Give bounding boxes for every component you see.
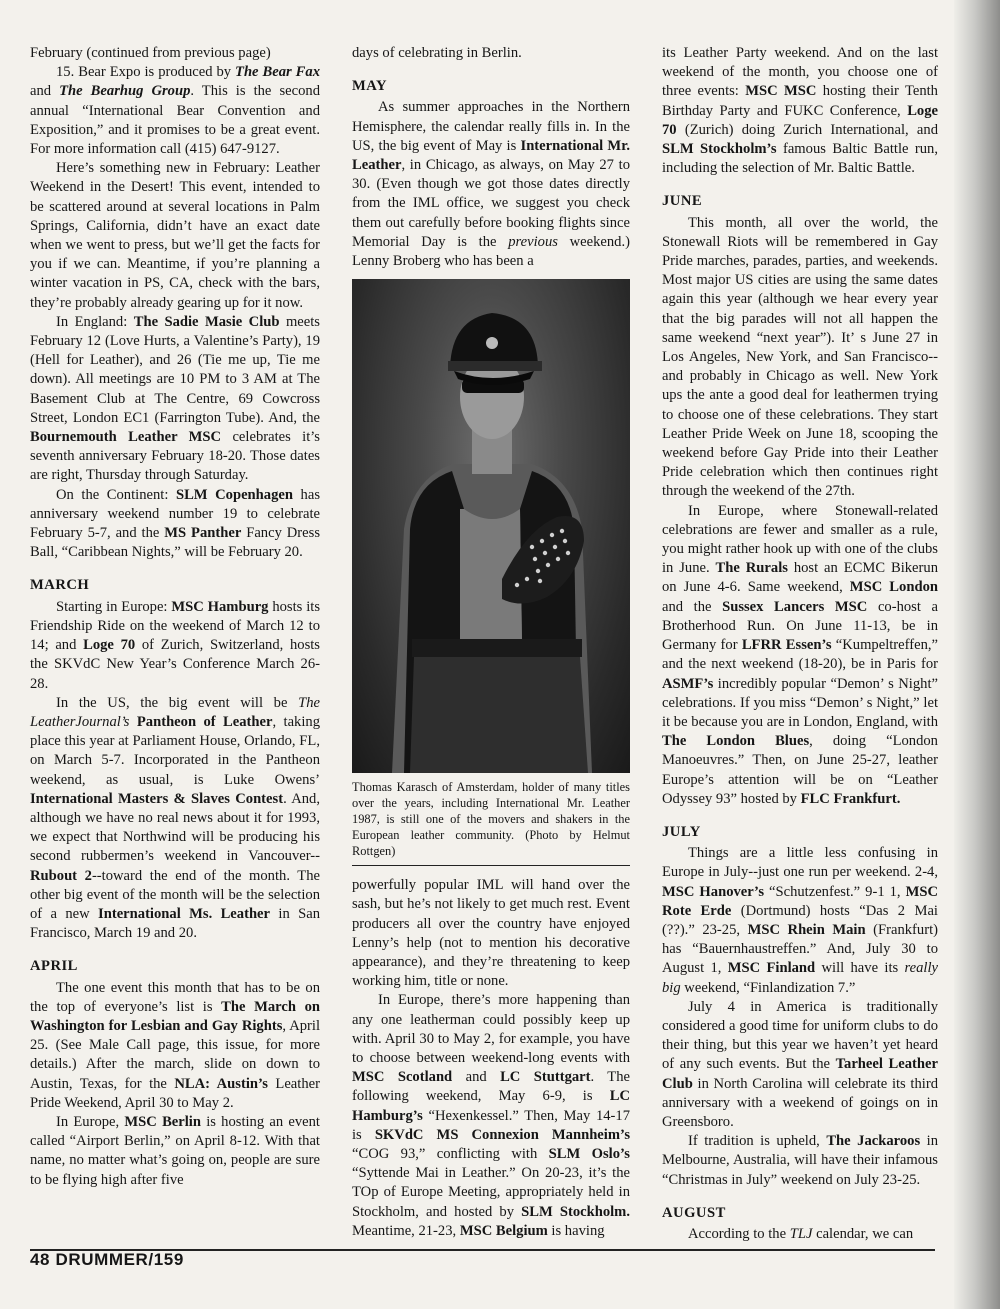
column-1 <box>30 44 320 1190</box>
page-number: 48 <box>30 1250 51 1269</box>
paragraph-july-us: July 4 in America is traditionally considered a good time for uniform clubs to do their thing, but this year we haven’t yet heard of any such events. But the Tarheel Leather Club in North Carolina will celebrate its third anniversary with a weekend of goings on in Greensboro. <box>662 998 938 1130</box>
paragraph-may-us: As summer approaches in the Northern Hemisphere, the calendar really fills in. In the US, the big event of May is International Mr. Leather, in Chicago, as always, on May 27 to 30. (Even though we got those dates directly from the IML office, we suggest you check them out carefully before booking flights since Memorial Day is the previous weekend.) Lenny Broberg who has been a <box>352 99 630 270</box>
paragraph-april-us: The one event this month that has to be on the top of everyone’s list is The March on Washington for Lesbian and Gay Rights, April 25. (See Male Call page, this issue, for more details.) After the march, slide on down to Austin, Texas, for the NLA: Austin’s Leather Pride Weekend, April 30 to May 2. <box>30 979 320 1111</box>
paragraph-may-continued: its Leather Party weekend. And on the last weekend of the month, you choose one of three events: MSC MSC hosting their Tenth Birthday Party and FUKC Conference, Loge 70 (Zurich) doing Zurich International, and SLM Stockholm’s famous Baltic Battle run, including the selection of Mr. Baltic Battle. <box>662 45 938 177</box>
column-3 <box>662 44 938 1244</box>
photo-caption: Thomas Karasch of Amsterdam, holder of many titles over the years, including International Mr. Leather 1987, is still one of the movers and shakers in the European leather community. (Photo by Helmut Rottgen) <box>352 779 630 866</box>
heading-august: AUGUST <box>662 1204 726 1221</box>
heading-july: JULY <box>662 823 701 840</box>
paragraph-july-australia: If tradition is upheld, The Jackaroos in Melbourne, Australia, will have their infamous “Christmas in July” weekend on July 23-25. <box>662 1133 938 1188</box>
page-edge-shadow <box>954 0 1000 1309</box>
heading-march: MARCH <box>30 577 90 594</box>
paragraph-march-europe: Starting in Europe: MSC Hamburg hosts its Friendship Ride on the weekend of March 12 to 14; and Loge 70 of Zurich, Switzerland, hosts the SKVdC New Year’s Conference March 26-28. <box>30 598 320 692</box>
publication-name: DRUMMER/159 <box>55 1250 184 1269</box>
paragraph-august: According to the TLJ calendar, we can <box>688 1225 914 1242</box>
heading-june: JUNE <box>662 193 703 210</box>
paragraph-berlin-end: days of celebrating in Berlin. <box>352 45 522 61</box>
paragraph-may-europe: In Europe, there’s more happening than any one leatherman could possibly keep up with. April 30 to May 2, for example, you have to choose between weekend-long events with MSC Scotland and LC Stuttgart. The following weekend, May 6-9, is LC Hamburg’s “Hexenkessel.” Then, May 14-17 is SKVdC MS Connexion Mannheim’s “COG 93,” conflicting with SLM Oslo’s “Syttende Mai in Leather.” On 20-23, it’s the TOp of Europe Meeting, appropriately held in Stockholm, and hosted by SLM Stockholm. Meantime, 21-23, MSC Belgium is having <box>352 992 630 1239</box>
portrait-photo <box>352 279 630 773</box>
paragraph-continent: On the Continent: SLM Copenhagen has anniversary weekend number 19 to celebrate February 5-7, and the MS Panther Fancy Dress Ball, “Caribbean Nights,” will be February 20. <box>30 486 320 561</box>
heading-april: APRIL <box>30 958 78 975</box>
paragraph-march-us: In the US, the big event will be The LeatherJournal’s Pantheon of Leather, taking place this year at Parliament House, Orlando, FL, on March 5-7. Incorporated in the Pantheon weekend, as usual, is Luke Owens’ International Masters & Slaves Contest. And, although we have no real news about it for 1993, we expect that Northwind will be producing his second rubbermen’s weekend in Vancouver--Rubout 2--toward the end of the month. The other big event of the month will be the selection of a new International Ms. Leather in San Francisco, March 19 and 20. <box>30 694 320 942</box>
continued-note: February (continued from previous page) <box>30 45 271 61</box>
heading-may: MAY <box>352 78 388 95</box>
paragraph-lenny: powerfully popular IML will hand over the sash, but he’s not likely to get much rest. Event producers all over the country have enjoyed Lenny’s help (not to mention his decorative appearance), and they’re threatening to keep working him, title or none. <box>352 877 630 990</box>
column-2 <box>352 44 630 1241</box>
paragraph-april-europe: In Europe, MSC Berlin is hosting an event called “Airport Berlin,” on April 8-12. With that name, no matter what’s going on, people are sure to be flying high after five <box>30 1113 320 1188</box>
leatherman-portrait-illustration <box>352 279 630 773</box>
paragraph-england: In England: The Sadie Masie Club meets February 12 (Love Hurts, a Valentine’s Party), 19 (Hell for Leather), and 26 (Tie me up, Tie me down). All meetings are 10 PM to 3 AM at The Basement Club at The Centre, 69 Cowcross Street, London EC1 (Farrington Tube). And, the Bournemouth Leather MSC celebrates it’s seventh anniversary February 18-20. Those dates are right, Thursday through Saturday. <box>30 313 320 484</box>
paragraph-june-europe: In Europe, where Stonewall-related celebrations are fewer and smaller as a rule, you might rather hook up with one of the clubs in June. The Rurals host an ECMC Bikerun on June 4-6. Same weekend, MSC London and the Sussex Lancers MSC co-host a Brotherhood Run. On June 11-13, be in Germany for LFRR Essen’s “Kumpeltreffen,” and the next weekend (18-20), be in Paris for ASMF’s incredibly popular “Demon’ s Night” celebrations. If you miss “Demon’ s Night,” let it be because you are in London, England, with The London Blues, doing “London Manoeuvres.” Then, on June 25-27, leather Europe’s attention will be on “Leather Odyssey 93” hosted by FLC Frankfurt. <box>662 502 938 807</box>
page-folio <box>30 1250 184 1270</box>
paragraph-bear-expo: 15. Bear Expo is produced by The Bear Fax and The Bearhug Group. This is the second annual “International Bear Convention and Exposition,” and it promises to be a great event. For more information call (415) 647-9127. <box>30 64 320 158</box>
paragraph-july-europe: Things are a little less confusing in Europe in July--just one run per weekend. 2-4, MSC Hanover’s “Schutzenfest.” 9-1 1, MSC Rote Erde (Dortmund) hosts “Das 2 Mai (??).” 23-25, MSC Rhein Main (Frankfurt) has “Bauernhaustreffen.” And, July 30 to August 1, MSC Finland will have its really big weekend, “Finlandization 7.” <box>662 845 938 996</box>
paragraph-desert: Here’s something new in February: Leather Weekend in the Desert! This event, intended to be scattered around at several locations in Palm Springs, California, didn’t have an exact date when we went to press, but we’ll get the facts for you if we can. Meantime, if you’re planning a winter vacation in PS, CA, check with the bars, they’re probably already gearing up for it now. <box>30 160 320 311</box>
paragraph-june-us: This month, all over the world, the Stonewall Riots will be remembered in Gay Pride marches, parades, parties, and weekends. Most major US cities are using the same dates again this year (although we hear every year that the big parades will not all happen the same weekend “next year”). It’ s June 27 in Los Angeles, New York, and San Francisco--and probably in Chicago as well. New York ups the ante a good deal for leathermen trying to choose one of these celebrations. They start Leather Pride Week on June 18, scooping the weekend before Gay Pride into their Leather Pride celebration which then continues right through the weekend of the 27th. <box>662 214 938 500</box>
